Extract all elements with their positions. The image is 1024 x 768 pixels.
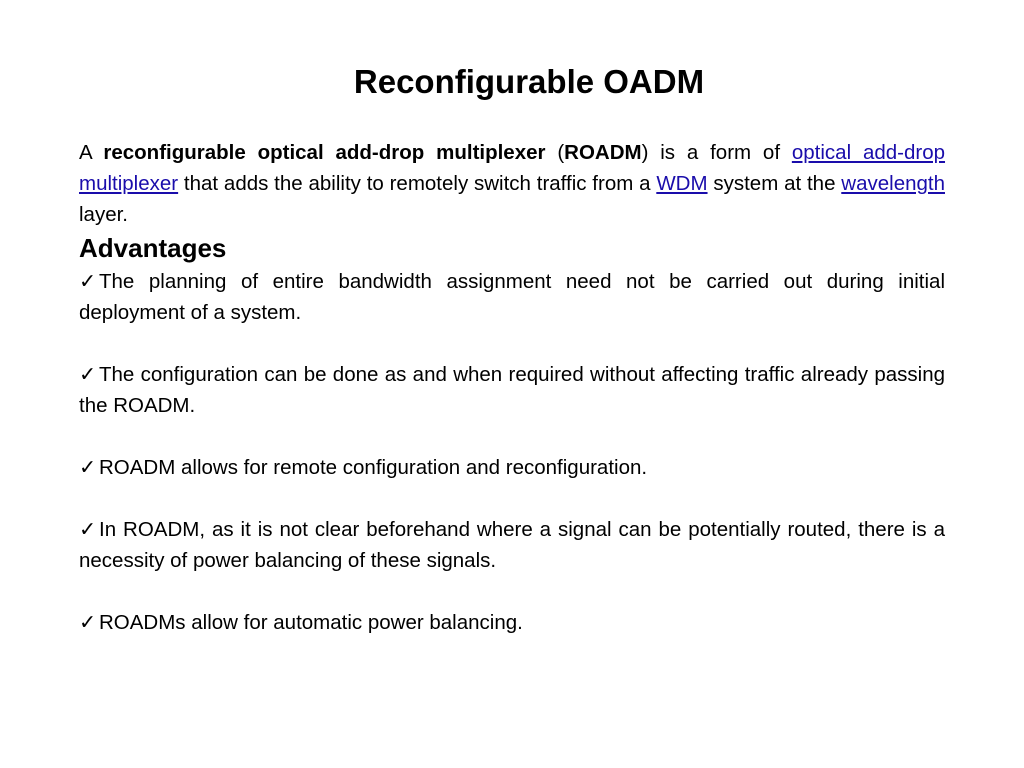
- intro-bold-abbr: ROADM: [564, 141, 642, 164]
- intro-text: system at the: [707, 172, 842, 195]
- advantage-text: ROADMs allow for automatic power balancing.: [99, 611, 523, 634]
- advantage-item: [79, 514, 945, 576]
- intro-text: (: [545, 141, 565, 164]
- slide-title: Reconfigurable OADM: [353, 63, 705, 100]
- intro-text: layer.: [79, 203, 128, 226]
- optical-add-drop-multiplexer-link[interactable]: optical add-drop multiplexer: [79, 141, 946, 195]
- checkmark-icon: ✓: [79, 518, 97, 541]
- checkmark-icon: ✓: [79, 611, 97, 634]
- advantage-text: The planning of entire bandwidth assignment need not be carried out during initial deployment of a system.: [79, 270, 945, 324]
- slide-body: [79, 137, 945, 638]
- intro-text: A: [79, 141, 104, 164]
- checkmark-icon: ✓: [79, 270, 97, 293]
- checkmark-icon: ✓: [79, 363, 97, 386]
- wavelength-link[interactable]: wavelength: [841, 172, 945, 195]
- advantage-text: In ROADM, as it is not clear beforehand where a signal can be potentially routed, there is a necessity of power balancing of these signals.: [79, 518, 945, 572]
- advantages-list: [79, 266, 945, 638]
- advantage-item: [79, 266, 945, 328]
- advantage-item: [79, 359, 945, 421]
- advantage-item: [79, 607, 945, 638]
- intro-bold-term: reconfigurable optical add-drop multiplexer: [103, 141, 546, 164]
- intro-text: ) is a form of: [641, 141, 792, 164]
- checkmark-icon: ✓: [79, 456, 97, 479]
- advantage-text: ROADM allows for remote configuration and reconfiguration.: [99, 456, 648, 479]
- intro-text: that adds the ability to remotely switch traffic from a: [178, 172, 657, 195]
- wdm-link[interactable]: WDM: [656, 172, 708, 195]
- advantage-item: [79, 452, 945, 483]
- advantage-text: The configuration can be done as and when required without affecting traffic already passing the ROADM.: [79, 363, 945, 417]
- advantages-heading: Advantages: [79, 233, 227, 263]
- intro-paragraph: [79, 137, 945, 230]
